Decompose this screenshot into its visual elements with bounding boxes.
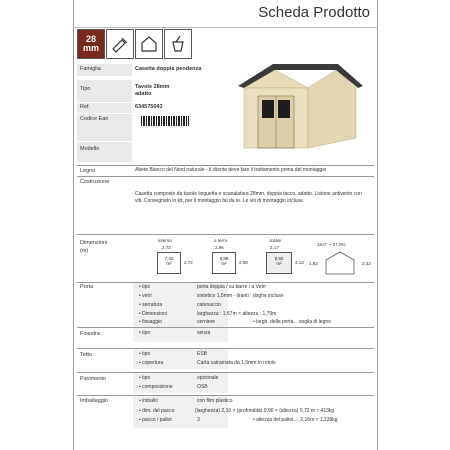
feature-icons	[77, 29, 192, 63]
legno-label: Legno	[80, 168, 96, 174]
tetto-copertura-key: • copertura	[139, 360, 164, 366]
porta-serratura-key: • serratura	[139, 302, 163, 308]
pavimento-composizione-key: • composizione	[139, 384, 173, 390]
dim-interno-title: interno	[158, 238, 172, 243]
porta-tipo-value: porta doppia / su barre / a Vetri	[197, 284, 266, 290]
dim-totale-width: 3,17	[270, 245, 279, 250]
dim-terra-area: 8,88	[219, 256, 229, 261]
pavimento-label: Pavimento	[80, 376, 106, 382]
roof-angle: 19,0° ~ 37,0%	[317, 242, 346, 247]
porta-vetri-key: • vetri	[139, 293, 152, 299]
dim-terra-depth: 2,98	[239, 260, 248, 265]
tipo-value-2: adatto	[135, 91, 152, 97]
tetto-copertura-value: Carta catramata da 1,5mm in rotolo	[197, 360, 276, 366]
finestra-label: Finestra	[80, 331, 100, 337]
finestra-tipo-key: • tipo	[139, 330, 151, 336]
dim-terra-width: 2,96	[215, 245, 224, 250]
ref-label: Ref.	[80, 104, 91, 110]
dim-totale-area: 9,92	[274, 256, 284, 261]
dim-totale-box	[266, 252, 292, 274]
porta-label: Porta	[80, 284, 94, 290]
thickness-unit: mm	[82, 43, 99, 53]
pallet-altezza-note: • altezza del pallet.... 2,16m ≈ 1.239kg	[253, 417, 338, 423]
pacco-pallet-value: 3	[197, 417, 200, 423]
codice-label: Codice Ean	[80, 116, 109, 122]
modello-label: Modello	[80, 146, 100, 152]
costruzione-value: Casetta composto da tavole linguetta e scanalatura 28mm, doppia tacco, adatto. Listone antivento con viti. Consegnato in kit, per il montaggio fai da te. Le viti di montaggio incluse.	[135, 191, 362, 204]
porta-tipo-key: • tipo	[139, 284, 151, 290]
imballo-value: con film plastico	[197, 398, 233, 404]
porta-dimensioni-key: • Dimensioni	[139, 311, 167, 317]
finestra-tipo-value: senza	[197, 330, 211, 336]
thickness-icon	[77, 29, 105, 59]
costruzione-label: Costruzione	[80, 179, 110, 185]
famiglia-value: Casetta doppia pendenza	[135, 66, 202, 72]
label-bg	[77, 142, 132, 162]
tetto-tipo-value: ESB	[197, 351, 208, 357]
pacco-dim-value: (larghezza) 2,10 × (profondità) 0,90 × (altezza) 0,72 m ≈ 413kg	[195, 408, 335, 414]
pacco-pallet-key: • pacco / pallet	[139, 417, 172, 423]
pavimento-tipo-value: opzionale	[197, 375, 219, 381]
roof-profile-diagram	[320, 250, 360, 276]
tetto-label: Tetto	[80, 352, 92, 358]
imballaggio-label: Imballaggio	[80, 398, 109, 404]
dim-interno-width: 2,72	[162, 245, 171, 250]
dim-terra-box	[212, 252, 236, 274]
porta-serratura-value: catenaccio	[197, 302, 221, 308]
dim-totale-unit: m²	[276, 261, 282, 266]
saw-icon	[106, 29, 134, 59]
dim-terra-unit: m²	[221, 261, 227, 266]
dim-interno-area: 7,42	[164, 256, 174, 261]
tipo-label: Tipo	[80, 86, 91, 92]
dim-terra-title: a terra	[214, 238, 228, 243]
tipo-value: Tavole 28mm	[135, 84, 170, 90]
ref-value: 634575043	[135, 104, 163, 110]
page-title: Scheda Prodotto	[258, 4, 370, 21]
shed-illustration	[228, 56, 368, 156]
legno-value: Abete Bianco del Nord naturale - il cliente deve fare il trattamento prima del montaggio	[135, 167, 327, 173]
tetto-tipo-key: • tipo	[139, 351, 151, 357]
famiglia-label: Famiglia	[80, 66, 101, 72]
porta-fissaggio-key: • fissaggio	[139, 319, 162, 325]
pavimento-tipo-key: • tipo	[139, 375, 151, 381]
porta-dimensioni-value: larghezza : 1,67m × altezza : 1,79m	[197, 311, 277, 317]
thickness-value: 28	[85, 34, 96, 44]
roof-side-height: 1,83	[309, 261, 318, 266]
paint-bucket-icon	[164, 29, 192, 59]
dimensioni-label: Dimensioni	[80, 240, 108, 246]
roof-ridge-height: 2,32	[362, 261, 371, 266]
dim-interno-depth: 2,72	[184, 260, 193, 265]
dim-totale-title: totale	[270, 238, 282, 243]
porta-vetri-value: sintetico 1,5mm - tiranti : doghe incluse	[197, 293, 284, 299]
porta-fissaggio-value: cerniere	[197, 319, 216, 325]
dim-interno-unit: m²	[166, 261, 172, 266]
pacco-dim-key: • dim. del pacco	[139, 408, 175, 414]
pavimento-composizione-value: OSB	[197, 384, 208, 390]
dimensioni-unit: (m)	[80, 248, 89, 254]
header-bar	[73, 0, 378, 28]
dim-totale-depth: 3,13	[295, 260, 304, 265]
house-outline-icon	[135, 29, 163, 59]
barcode	[141, 116, 189, 126]
imballo-key: • imballo	[139, 398, 158, 404]
dim-interno-box	[157, 252, 181, 274]
porta-larghezza-note: • largh. della porta... soglia di legno	[253, 319, 331, 325]
